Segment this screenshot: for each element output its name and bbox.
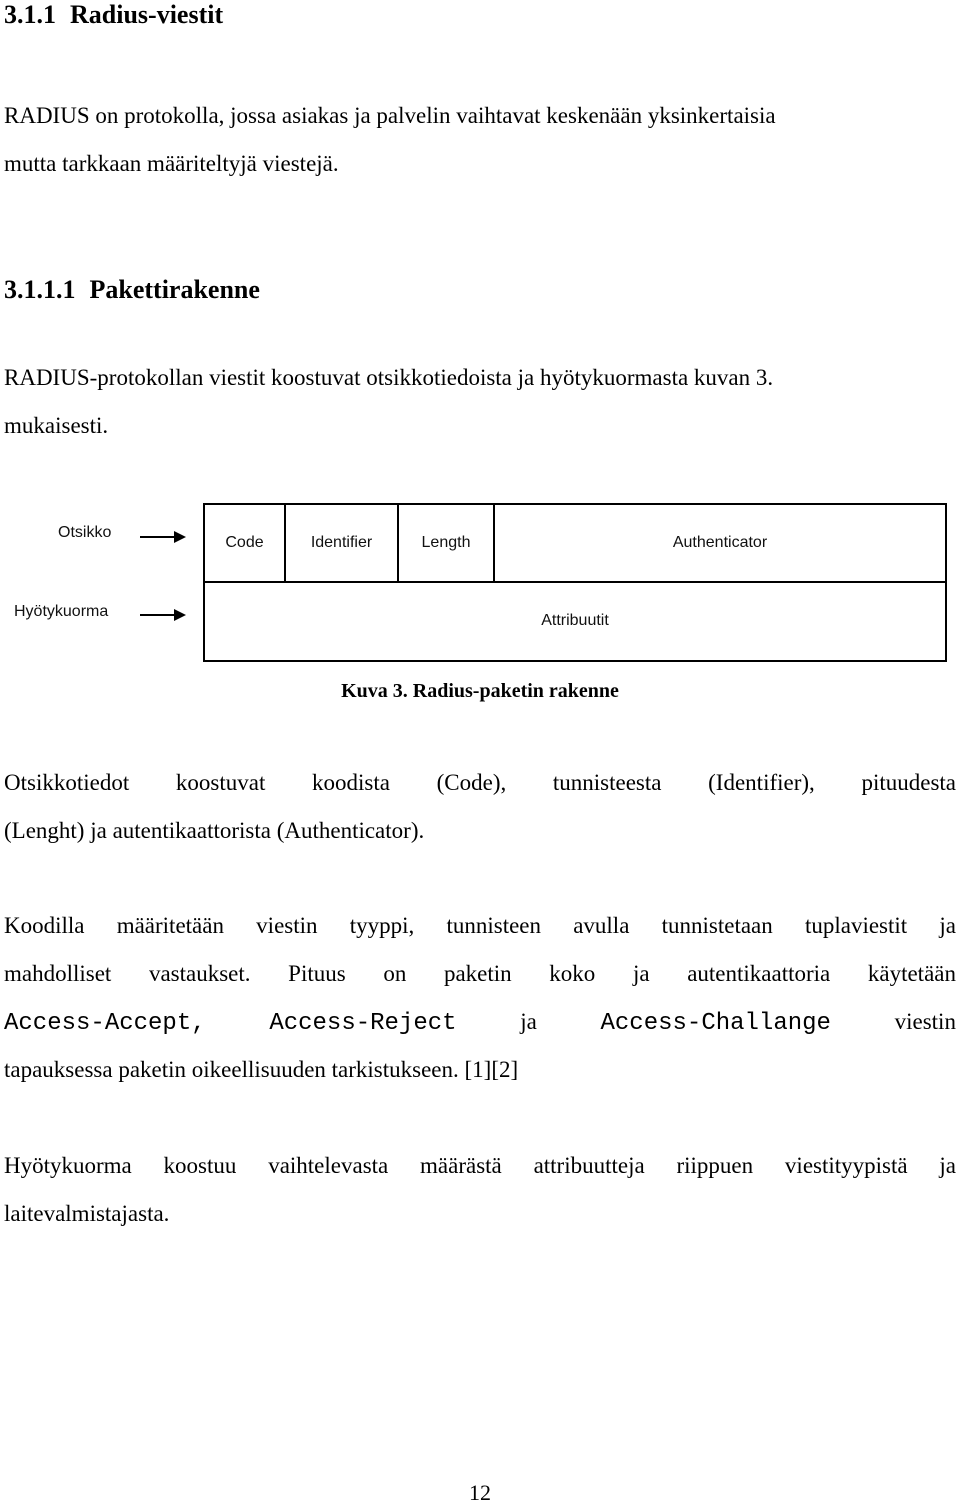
header-fields-row [205,505,945,583]
packet-structure-figure [0,500,960,670]
para1-line-2: (Lenght) ja autentikaattorista (Authenticator). [4,818,425,843]
intro-paragraph [4,92,956,188]
intro-line-2: mutta tarkkaan määriteltyjä viestejä. [4,151,339,176]
intro-line-1: RADIUS on protokolla, jossa asiakas ja palvelin vaihtavat keskenään yksinkertaisia [4,103,776,128]
header-arrow-icon [140,536,184,538]
subsection-title: Pakettirakenne [89,275,260,304]
field-identifier: Identifier [286,505,399,581]
para2-line-1: Koodilla määritetään viestin tyyppi, tunnisteen avulla tunnistetaan tuplaviestit ja [4,913,956,938]
para3-line-1: Hyötykuorma koostuu vaihtelevasta määrästä attribuutteja riippuen viestityypistä ja [4,1153,956,1178]
sub-intro-line-2: mukaisesti. [4,413,109,438]
field-authenticator: Authenticator [672,534,768,551]
paragraph-field-meanings [4,902,956,1094]
paragraph-header-fields [4,759,956,855]
code-access-accept: Access-Accept, [4,1010,206,1037]
packet-frame [203,503,947,662]
section-title: Radius-viestit [70,0,224,29]
page-number: 12 [469,1480,491,1505]
figure-caption: Kuva 3. Radius-paketin rakenne [341,680,619,702]
para2-line-3 [4,998,956,1046]
para2-line-2: mahdolliset vastaukset. Pituus on paketin koko ja autentikaattoria käytetään [4,961,956,986]
payload-arrow-icon [140,614,184,616]
code-access-challange: Access-Challange [600,1010,831,1037]
header-label: Otsikko [58,524,112,541]
subsection-number: 3.1.1.1 [4,275,76,304]
code-access-reject: Access-Reject [269,1010,457,1037]
word-ja: ja [520,1009,537,1034]
word-viestin: viestin [894,1009,956,1034]
section-heading [4,0,223,30]
field-attributes: Attribuutit [541,612,609,629]
para3-line-2: laitevalmistajasta. [4,1201,170,1226]
subsection-intro [4,354,956,450]
paragraph-payload [4,1142,956,1238]
field-length: Length [399,505,495,581]
subsection-heading [4,275,260,305]
sub-intro-line-1: RADIUS-protokollan viestit koostuvat otsikkotiedoista ja hyötykuormasta kuvan 3. [4,365,774,390]
section-number: 3.1.1 [4,0,56,29]
field-code: Code [205,505,286,581]
para2-line-4: tapauksessa paketin oikeellisuuden tarkistukseen. [1][2] [4,1057,519,1082]
para1-line-1: Otsikkotiedot koostuvat koodista (Code), tunnisteesta (Identifier), pituudesta [4,770,956,795]
payload-label: Hyötykuorma [14,603,109,620]
